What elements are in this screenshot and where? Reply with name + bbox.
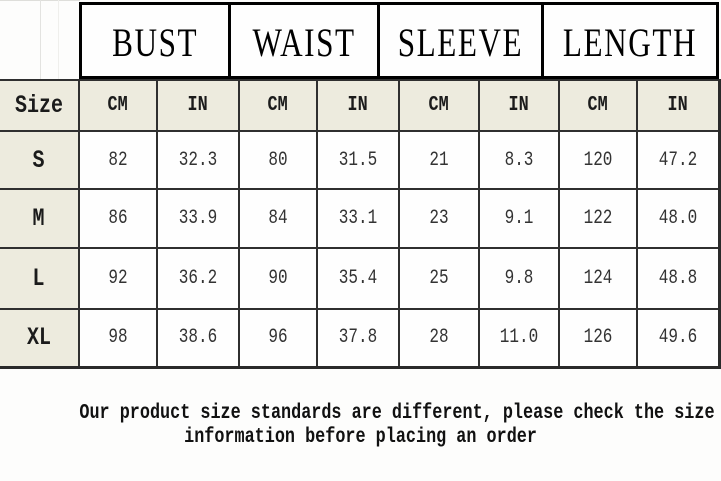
value-cell: 80 (239, 131, 317, 189)
table-row-l (0, 248, 719, 309)
unit-header-cell: IN (479, 80, 559, 131)
size-label-cell: S (0, 131, 79, 189)
value-cell: 48.0 (637, 189, 719, 248)
header-waist (228, 2, 380, 79)
value-cell: 90 (239, 248, 317, 309)
value-cell: 98 (79, 309, 157, 367)
value-cell: 126 (559, 309, 637, 367)
size-note-line-2: information before placing an order (184, 426, 537, 449)
value-cell: 28 (399, 309, 479, 367)
value-cell: 37.8 (317, 309, 399, 367)
value-cell: 92 (79, 248, 157, 309)
size-note-line-1: Our product size standards are different, please check the size (79, 402, 715, 425)
size-label-cell: XL (0, 309, 79, 367)
header-bust-label: BUST (112, 19, 199, 65)
value-cell: 31.5 (317, 131, 399, 189)
value-cell: 9.8 (479, 248, 559, 309)
header-sleeve (377, 2, 544, 79)
value-cell: 124 (559, 248, 637, 309)
value-cell: 33.9 (157, 189, 239, 248)
ghost-column-line (40, 0, 41, 79)
value-cell: 122 (559, 189, 637, 248)
table-row-s (0, 131, 719, 189)
header-bust (79, 2, 231, 79)
value-cell: 11.0 (479, 309, 559, 367)
header-sleeve-label: SLEEVE (397, 19, 524, 65)
unit-header-cell: IN (317, 80, 399, 131)
table-row-xl (0, 309, 719, 367)
value-cell: 9.1 (479, 189, 559, 248)
unit-header-cell: IN (157, 80, 239, 131)
value-cell: 21 (399, 131, 479, 189)
header-waist-label: WAIST (252, 19, 356, 65)
value-cell: 96 (239, 309, 317, 367)
unit-header-cell: CM (559, 80, 637, 131)
value-cell: 84 (239, 189, 317, 248)
table-row-m (0, 189, 719, 248)
value-cell: 47.2 (637, 131, 719, 189)
size-chart-table (0, 79, 721, 369)
unit-header-cell: CM (399, 80, 479, 131)
unit-header-cell: CM (239, 80, 317, 131)
value-cell: 32.3 (157, 131, 239, 189)
unit-header-cell: IN (637, 80, 719, 131)
value-cell: 35.4 (317, 248, 399, 309)
size-label-cell: M (0, 189, 79, 248)
value-cell: 49.6 (637, 309, 719, 367)
value-cell: 25 (399, 248, 479, 309)
value-cell: 82 (79, 131, 157, 189)
size-note (0, 402, 721, 450)
header-length (541, 2, 719, 79)
value-cell: 8.3 (479, 131, 559, 189)
corner-size-label: Size (14, 91, 63, 120)
units-row (0, 80, 719, 131)
value-cell: 36.2 (157, 248, 239, 309)
value-cell: 38.6 (157, 309, 239, 367)
ghost-column-line-2 (58, 0, 59, 79)
unit-header-cell: CM (79, 80, 157, 131)
measurement-header-row (79, 2, 719, 79)
value-cell: 120 (559, 131, 637, 189)
header-length-label: LENGTH (562, 19, 698, 65)
value-cell: 48.8 (637, 248, 719, 309)
value-cell: 86 (79, 189, 157, 248)
value-cell: 23 (399, 189, 479, 248)
corner-size-cell (0, 80, 79, 131)
value-cell: 33.1 (317, 189, 399, 248)
size-label-cell: L (0, 248, 79, 309)
